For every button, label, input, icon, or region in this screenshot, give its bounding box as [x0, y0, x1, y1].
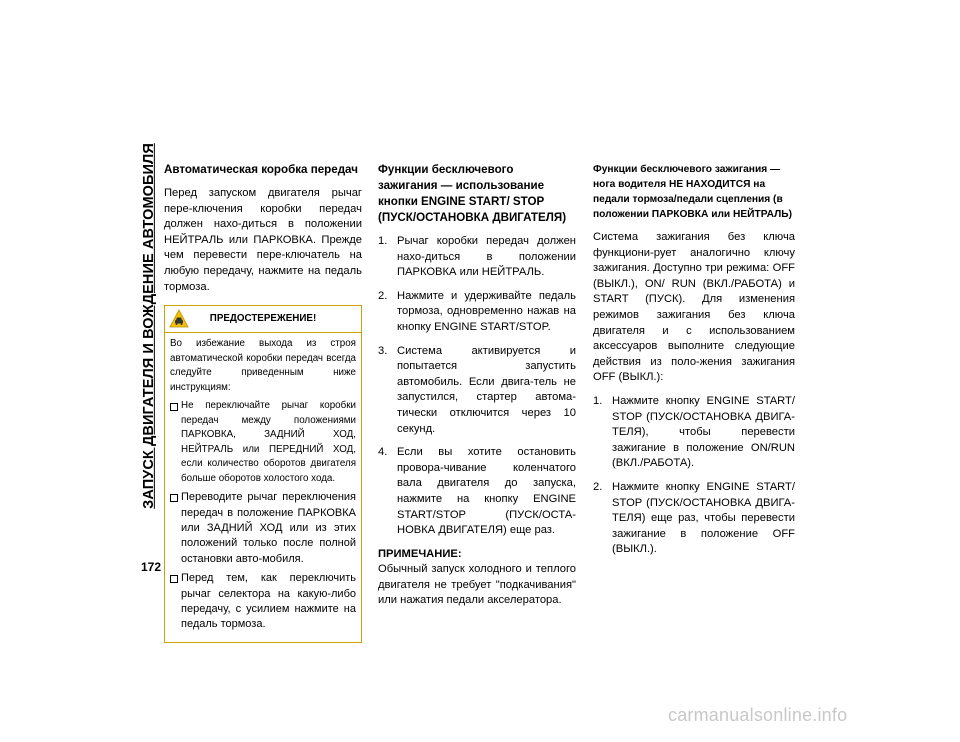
warning-item: Перед тем, как переключить рычаг селектора на какую-либо передачу, с усилием нажмите на педаль тормоза. [170, 571, 356, 633]
paragraph-ignition-modes: Система зажигания без ключа функциони-рует аналогично ключу зажигания. Доступно три режима: OFF (ВЫКЛ.), ON/ RUN (ВКЛ./РАБОТА) и START (ПУСК). Для изменения режимов зажигания без ключа двигателя и с использованием аксессуаров выполните следующие действия из поло-жения зажигания OFF (ВЫКЛ.): [593, 231, 795, 384]
paragraph-transmission: Перед запуском двигателя рычаг пере-ключения коробки передач должен нахо-диться в положении НЕЙТРАЛЬ или ПАРКОВКА. Прежде чем перевести пере-ключатель на любую передачу, нажмите на педаль тормоза. [164, 187, 362, 293]
checkbox-square-icon [170, 575, 178, 583]
warning-header [165, 306, 361, 333]
warning-item: Переводите рычаг переключения передач в положение ПАРКОВКА или ЗАДНИЙ ХОД или из этих положений только после полной остановки авто-мобиля. [170, 490, 356, 567]
heading-automatic-transmission: Автоматическая коробка передач [164, 163, 358, 176]
step-item: 2. Нажмите и удерживайте педаль тормоза, одновременно нажав на кнопку ENGINE START/STOP. [378, 289, 576, 333]
heading-keyless-start-stop: Функции бесключевого зажигания — использование кнопки ENGINE START/ STOP (ПУСК/ОСТАНОВКА ДВИГАТЕЛЯ) [378, 163, 567, 224]
step-item: 4. Если вы хотите остановить провора-чивание коленчатого вала двигателя до запуска, нажмите на кнопку ENGINE START/STOP (ПУСК/ОСТА-НОВКА ДВИГАТЕЛЯ) еще раз. [378, 446, 576, 537]
warning-list [170, 399, 356, 633]
warning-box [164, 305, 362, 643]
section-side-title [136, 136, 162, 516]
step-item: 1. Рычаг коробки передач должен нахо-диться в положении ПАРКОВКА или НЕЙТРАЛЬ. [378, 235, 576, 279]
checkbox-square-icon [170, 494, 178, 502]
step-item: 3. Система активируется и попытается запустить автомобиль. Если двига-тель не запустился, стартер автома-тически отключится через 10 секунд. [378, 344, 576, 435]
warning-intro: Во избежание выхода из строя автоматической коробки передач всегда следуйте приведенным ниже инструкциям: [170, 338, 356, 393]
warning-title: ПРЕДОСТЕРЕЖЕНИЕ! [209, 313, 317, 325]
step-item: 2. Нажмите кнопку ENGINE START/ STOP (ПУСК/ОСТАНОВКА ДВИГА-ТЕЛЯ) еще раз, чтобы перевести зажигание в положение OFF (ВЫКЛ.). [593, 480, 795, 556]
warning-body [165, 333, 361, 633]
steps-list [378, 234, 576, 539]
watermark: carmanualsonline.info [668, 705, 848, 725]
page-number: 172 [141, 560, 162, 574]
column-1 [164, 162, 362, 643]
warning-item: Не переключайте рычаг коробки передач между положениями ПАРКОВКА, ЗАДНИЙ ХОД, НЕЙТРАЛЬ или ПЕРЕДНИЙ ХОД, если количество оборотов двигателя больше оборотов холостого хода. [170, 399, 356, 486]
note-title: ПРИМЕЧАНИЕ: [378, 547, 462, 560]
warning-car-icon [169, 309, 189, 329]
heading-keyless-no-pedal: Функции бесключевого зажигания — нога водителя НЕ НАХОДИТСЯ на педали тормоза/педали сцепления (в положении ПАРКОВКА или НЕЙТРАЛЬ) [593, 164, 792, 220]
step-item: 1. Нажмите кнопку ENGINE START/ STOP (ПУСК/ОСТАНОВКА ДВИГА-ТЕЛЯ), чтобы перевести зажигание в положение ON/RUN (ВКЛ./РАБОТА). [593, 394, 795, 470]
column-3 [593, 162, 795, 566]
section-side-title-text: ЗАПУСК ДВИГАТЕЛЯ И ВОЖДЕНИЕ АВТОМОБИЛЯ [141, 143, 158, 509]
checkbox-square-icon [170, 403, 178, 411]
column-2 [378, 162, 576, 617]
note-text: Обычный запуск холодного и теплого двигателя не требует "подкачивания" или нажатия педали акселератора. [378, 563, 576, 607]
steps-list [593, 394, 795, 558]
